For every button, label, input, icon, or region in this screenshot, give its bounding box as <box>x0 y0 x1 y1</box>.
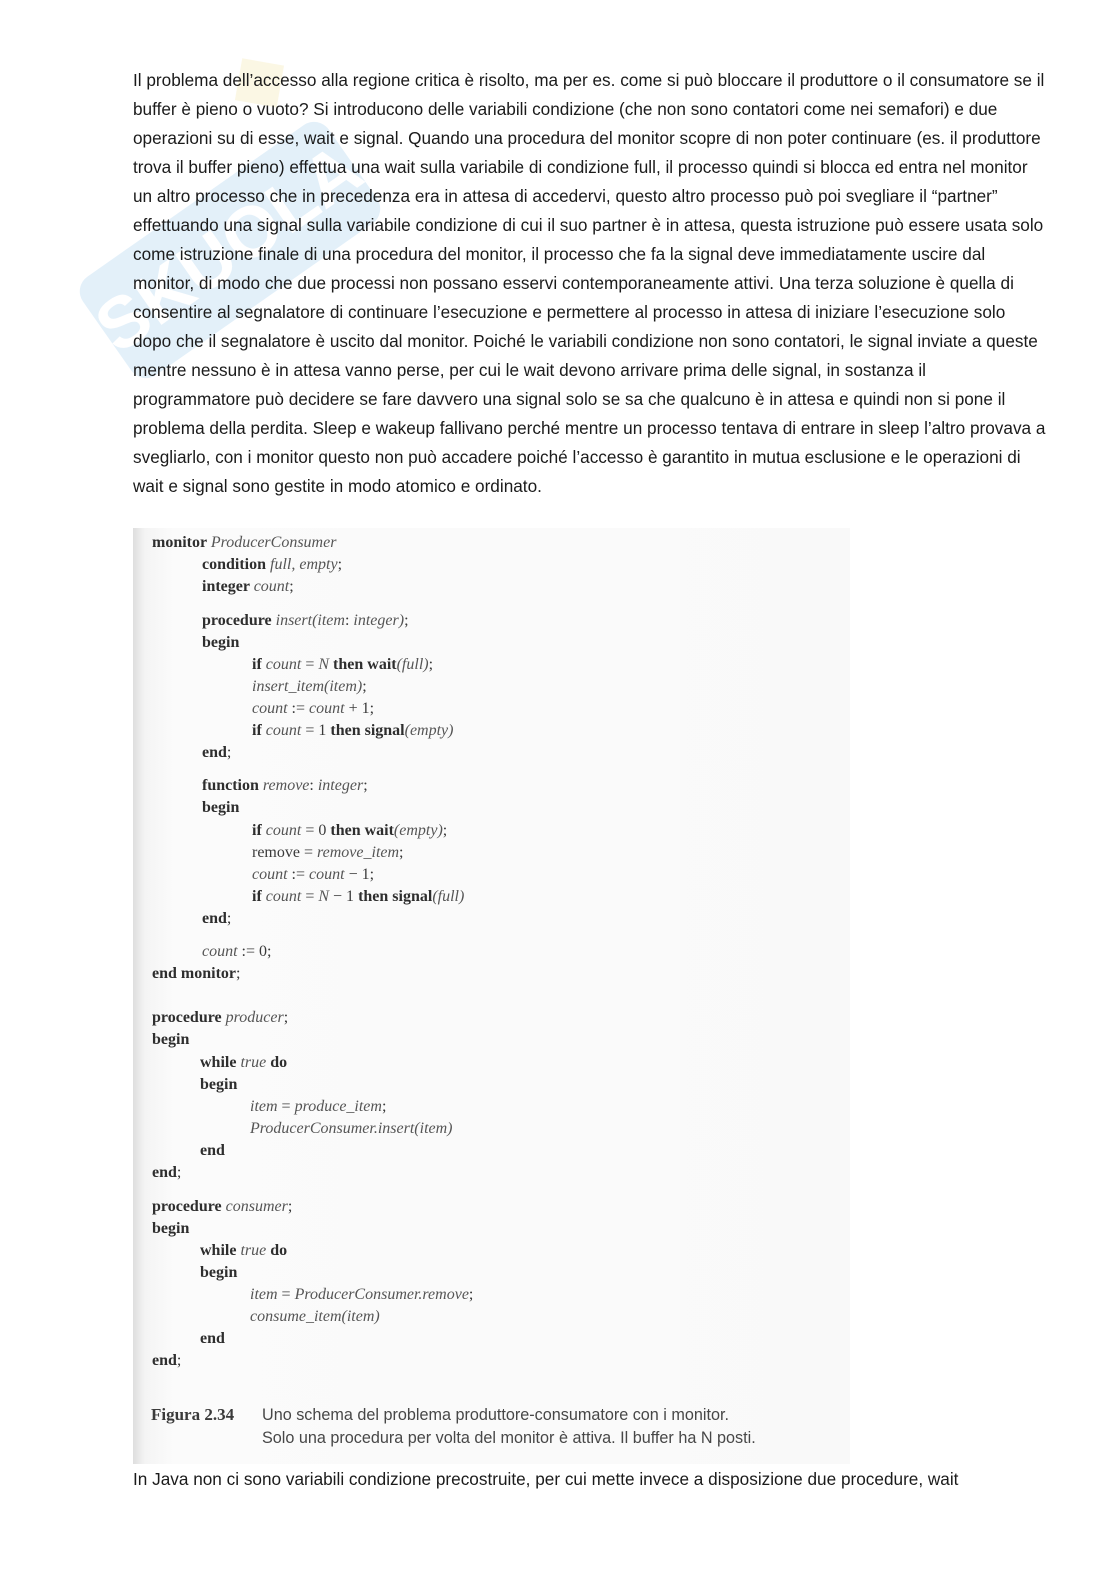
caption-line-1: Uno schema del problema produttore-consumatore con i monitor. <box>262 1406 729 1424</box>
code-symbol: ; <box>468 1286 474 1303</box>
code-line <box>200 1240 287 1262</box>
code-identifier: (empty) <box>404 722 454 739</box>
code-identifier: count <box>265 888 302 905</box>
code-keyword: if <box>252 888 266 905</box>
code-identifier: insert(item <box>275 612 345 629</box>
code-identifier: count <box>309 700 345 717</box>
code-line <box>250 1118 453 1140</box>
code-symbol: = <box>301 888 319 905</box>
code-symbol: ; <box>381 1098 387 1115</box>
code-identifier: count <box>252 700 288 717</box>
code-identifier: count <box>309 866 345 883</box>
code-identifier: count <box>252 866 288 883</box>
code-line <box>252 698 374 720</box>
code-symbol: ; <box>404 612 409 629</box>
code-symbol: = 0 <box>301 822 331 839</box>
code-symbol: ; <box>399 844 404 861</box>
code-identifier: N <box>318 656 330 673</box>
code-keyword: procedure <box>152 1198 226 1215</box>
code-line <box>152 963 240 985</box>
code-line <box>250 1306 380 1328</box>
code-line <box>250 1284 473 1306</box>
code-symbol: : <box>344 612 354 629</box>
code-line <box>202 554 342 576</box>
intro-paragraph: Il problema dell’accesso alla regione critica è risolto, ma per es. come si può bloccare il produttore o il consumatore se il buffer è pieno o vuoto? Si introducono delle variabili condizione (che non sono contatori come nei semafori) e due operazioni su di esse, wait e signal. Quando una procedura del monitor scopre di non poter continuare (es. il produttore trova il buffer pieno) effettua una wait sulla variabile di condizione full, il processo quindi si blocca ed entra nel monitor un altro processo che in precedenza era in attesa di accedervi, questo altro processo può poi svegliare il “partner” effettuando una signal sulla variabile condizione di cui il suo partner è in attesa, questa istruzione può essere usata solo come istruzione finale di una procedura del monitor, il processo che fa la signal deve immediatamente uscire dal monitor, di modo che due processi non possano esservi contemporaneamente attivi. Una terza soluzione è quella di consentire al segnalatore di continuare l’esecuzione e permettere al processo in attesa di iniziare l’esecuzione solo dopo che il segnalatore è uscito dal monitor. Poiché le variabili condizione non sono contatori, le signal inviate a queste mentre nessuno è in attesa vanno perse, per cui le wait devono arrivare prima delle signal, in sostanza il programmatore può decidere se fare davvero una signal solo se sa che qualcuno è in attesa e quindi non si pone il problema della perdita. Sleep e wakeup fallivano perché mentre un processo tentava di entrare in sleep l’altro provava a svegliarlo, con i monitor questo non può accadere poiché l’accesso è garantito in mutua esclusione e le operazioni di wait e signal sono gestite in modo atomico e ordinato. <box>133 70 1046 496</box>
code-line <box>252 886 464 908</box>
code-line <box>152 1162 181 1184</box>
code-symbol: remove = <box>252 844 317 861</box>
code-line <box>200 1140 225 1162</box>
code-keyword: monitor <box>152 534 211 551</box>
code-keyword: begin <box>152 1031 190 1048</box>
code-identifier: ProducerConsumer.insert(item) <box>250 1120 453 1137</box>
code-symbol: ; <box>442 822 448 839</box>
code-keyword: while <box>200 1242 241 1259</box>
code-line <box>152 1029 189 1051</box>
code-symbol: ; <box>363 777 368 794</box>
code-keyword: do <box>266 1054 288 1071</box>
code-line <box>202 632 239 654</box>
code-identifier: remove <box>262 777 310 794</box>
code-symbol: + 1; <box>344 700 375 717</box>
code-symbol: ; <box>283 1009 289 1026</box>
code-line <box>152 1007 288 1029</box>
code-keyword: end monitor <box>152 965 236 982</box>
code-symbol: = <box>301 656 319 673</box>
code-identifier: item <box>250 1098 278 1115</box>
code-identifier: producer <box>225 1009 284 1026</box>
code-keyword: begin <box>200 1264 238 1281</box>
code-keyword: do <box>266 1242 288 1259</box>
outro-paragraph: In Java non ci sono variabili condizione precostruite, per cui mette invece a disposizione due procedure, wait <box>133 1469 959 1489</box>
code-symbol: ; <box>176 1352 182 1369</box>
code-line <box>200 1074 237 1096</box>
code-symbol: : <box>309 777 318 794</box>
code-keyword: then signal <box>330 722 405 739</box>
code-keyword: end <box>200 1330 225 1347</box>
code-identifier: integer) <box>353 612 405 629</box>
code-symbol: := <box>287 866 310 883</box>
code-identifier: (full) <box>396 656 429 673</box>
code-line <box>252 720 453 742</box>
code-identifier: consume_item(item) <box>250 1308 380 1325</box>
watermark-text: SKUOLA <box>81 128 377 369</box>
code-line <box>152 1218 189 1240</box>
code-identifier: count <box>202 943 238 960</box>
code-keyword: then wait <box>330 822 394 839</box>
code-identifier: count <box>265 722 302 739</box>
code-keyword: end <box>202 910 227 927</box>
code-symbol: − 1; <box>344 866 375 883</box>
code-keyword: if <box>252 722 266 739</box>
code-identifier: count <box>253 578 290 595</box>
code-line <box>202 576 294 598</box>
code-keyword: end <box>202 744 227 761</box>
code-line <box>252 676 367 698</box>
code-keyword: begin <box>202 799 240 816</box>
code-keyword: end <box>152 1352 177 1369</box>
code-line <box>152 1196 292 1218</box>
code-line <box>202 610 409 632</box>
code-identifier: N <box>318 888 330 905</box>
code-identifier: remove_item <box>317 844 400 861</box>
code-keyword: if <box>252 822 266 839</box>
code-identifier: ProducerConsumer <box>210 534 337 551</box>
code-identifier: (empty) <box>393 822 443 839</box>
code-identifier: produce_item <box>294 1098 382 1115</box>
code-line <box>252 820 447 842</box>
code-symbol: − 1 <box>329 888 359 905</box>
code-identifier: insert_item(item) <box>252 678 363 695</box>
code-line <box>200 1052 287 1074</box>
code-keyword: integer <box>202 578 254 595</box>
code-line <box>202 742 231 764</box>
code-keyword: while <box>200 1054 241 1071</box>
code-line <box>202 797 239 819</box>
code-symbol: ; <box>226 744 232 761</box>
code-line <box>252 654 433 676</box>
code-line <box>250 1096 386 1118</box>
code-symbol: ; <box>236 965 241 982</box>
code-symbol: = <box>277 1098 295 1115</box>
code-line <box>202 941 271 963</box>
code-symbol: := 0; <box>237 943 272 960</box>
figure-scan <box>133 528 850 1464</box>
code-keyword: begin <box>152 1220 190 1237</box>
code-identifier: true <box>240 1242 267 1259</box>
code-line <box>202 908 231 930</box>
code-identifier: integer <box>317 777 364 794</box>
code-keyword: if <box>252 656 266 673</box>
code-identifier: item <box>250 1286 278 1303</box>
code-symbol: = 1 <box>301 722 331 739</box>
code-keyword: begin <box>200 1076 238 1093</box>
code-symbol: ; <box>226 910 232 927</box>
code-keyword: procedure <box>152 1009 226 1026</box>
code-line <box>152 532 336 554</box>
code-line <box>152 1350 181 1372</box>
code-keyword: then wait <box>329 656 397 673</box>
code-symbol: ; <box>176 1164 182 1181</box>
code-line <box>200 1262 237 1284</box>
code-symbol: ; <box>287 1198 293 1215</box>
code-identifier: true <box>240 1054 267 1071</box>
code-line <box>252 842 404 864</box>
code-keyword: procedure <box>202 612 276 629</box>
code-line <box>252 864 374 886</box>
code-identifier: ProducerConsumer.remove <box>294 1286 469 1303</box>
caption-line-2: Solo una procedura per volta del monitor è attiva. Il buffer ha N posti. <box>262 1429 756 1447</box>
code-symbol: = <box>277 1286 295 1303</box>
code-keyword: then signal <box>358 888 433 905</box>
code-symbol: ; <box>362 678 367 695</box>
code-identifier: full, empty <box>270 556 338 573</box>
code-line <box>200 1328 225 1350</box>
code-keyword: condition <box>202 556 271 573</box>
code-identifier: consumer <box>225 1198 288 1215</box>
code-line <box>202 775 368 797</box>
code-symbol: ; <box>337 556 343 573</box>
code-symbol: ; <box>428 656 434 673</box>
code-keyword: end <box>152 1164 177 1181</box>
code-symbol: := <box>287 700 310 717</box>
figure-label: Figura 2.34 <box>151 1405 235 1424</box>
code-identifier: (full) <box>432 888 465 905</box>
code-keyword: end <box>200 1142 225 1159</box>
code-keyword: begin <box>202 634 240 651</box>
code-identifier: count <box>265 822 302 839</box>
code-identifier: count <box>265 656 302 673</box>
code-symbol: ; <box>289 578 294 595</box>
code-keyword: function <box>202 777 263 794</box>
